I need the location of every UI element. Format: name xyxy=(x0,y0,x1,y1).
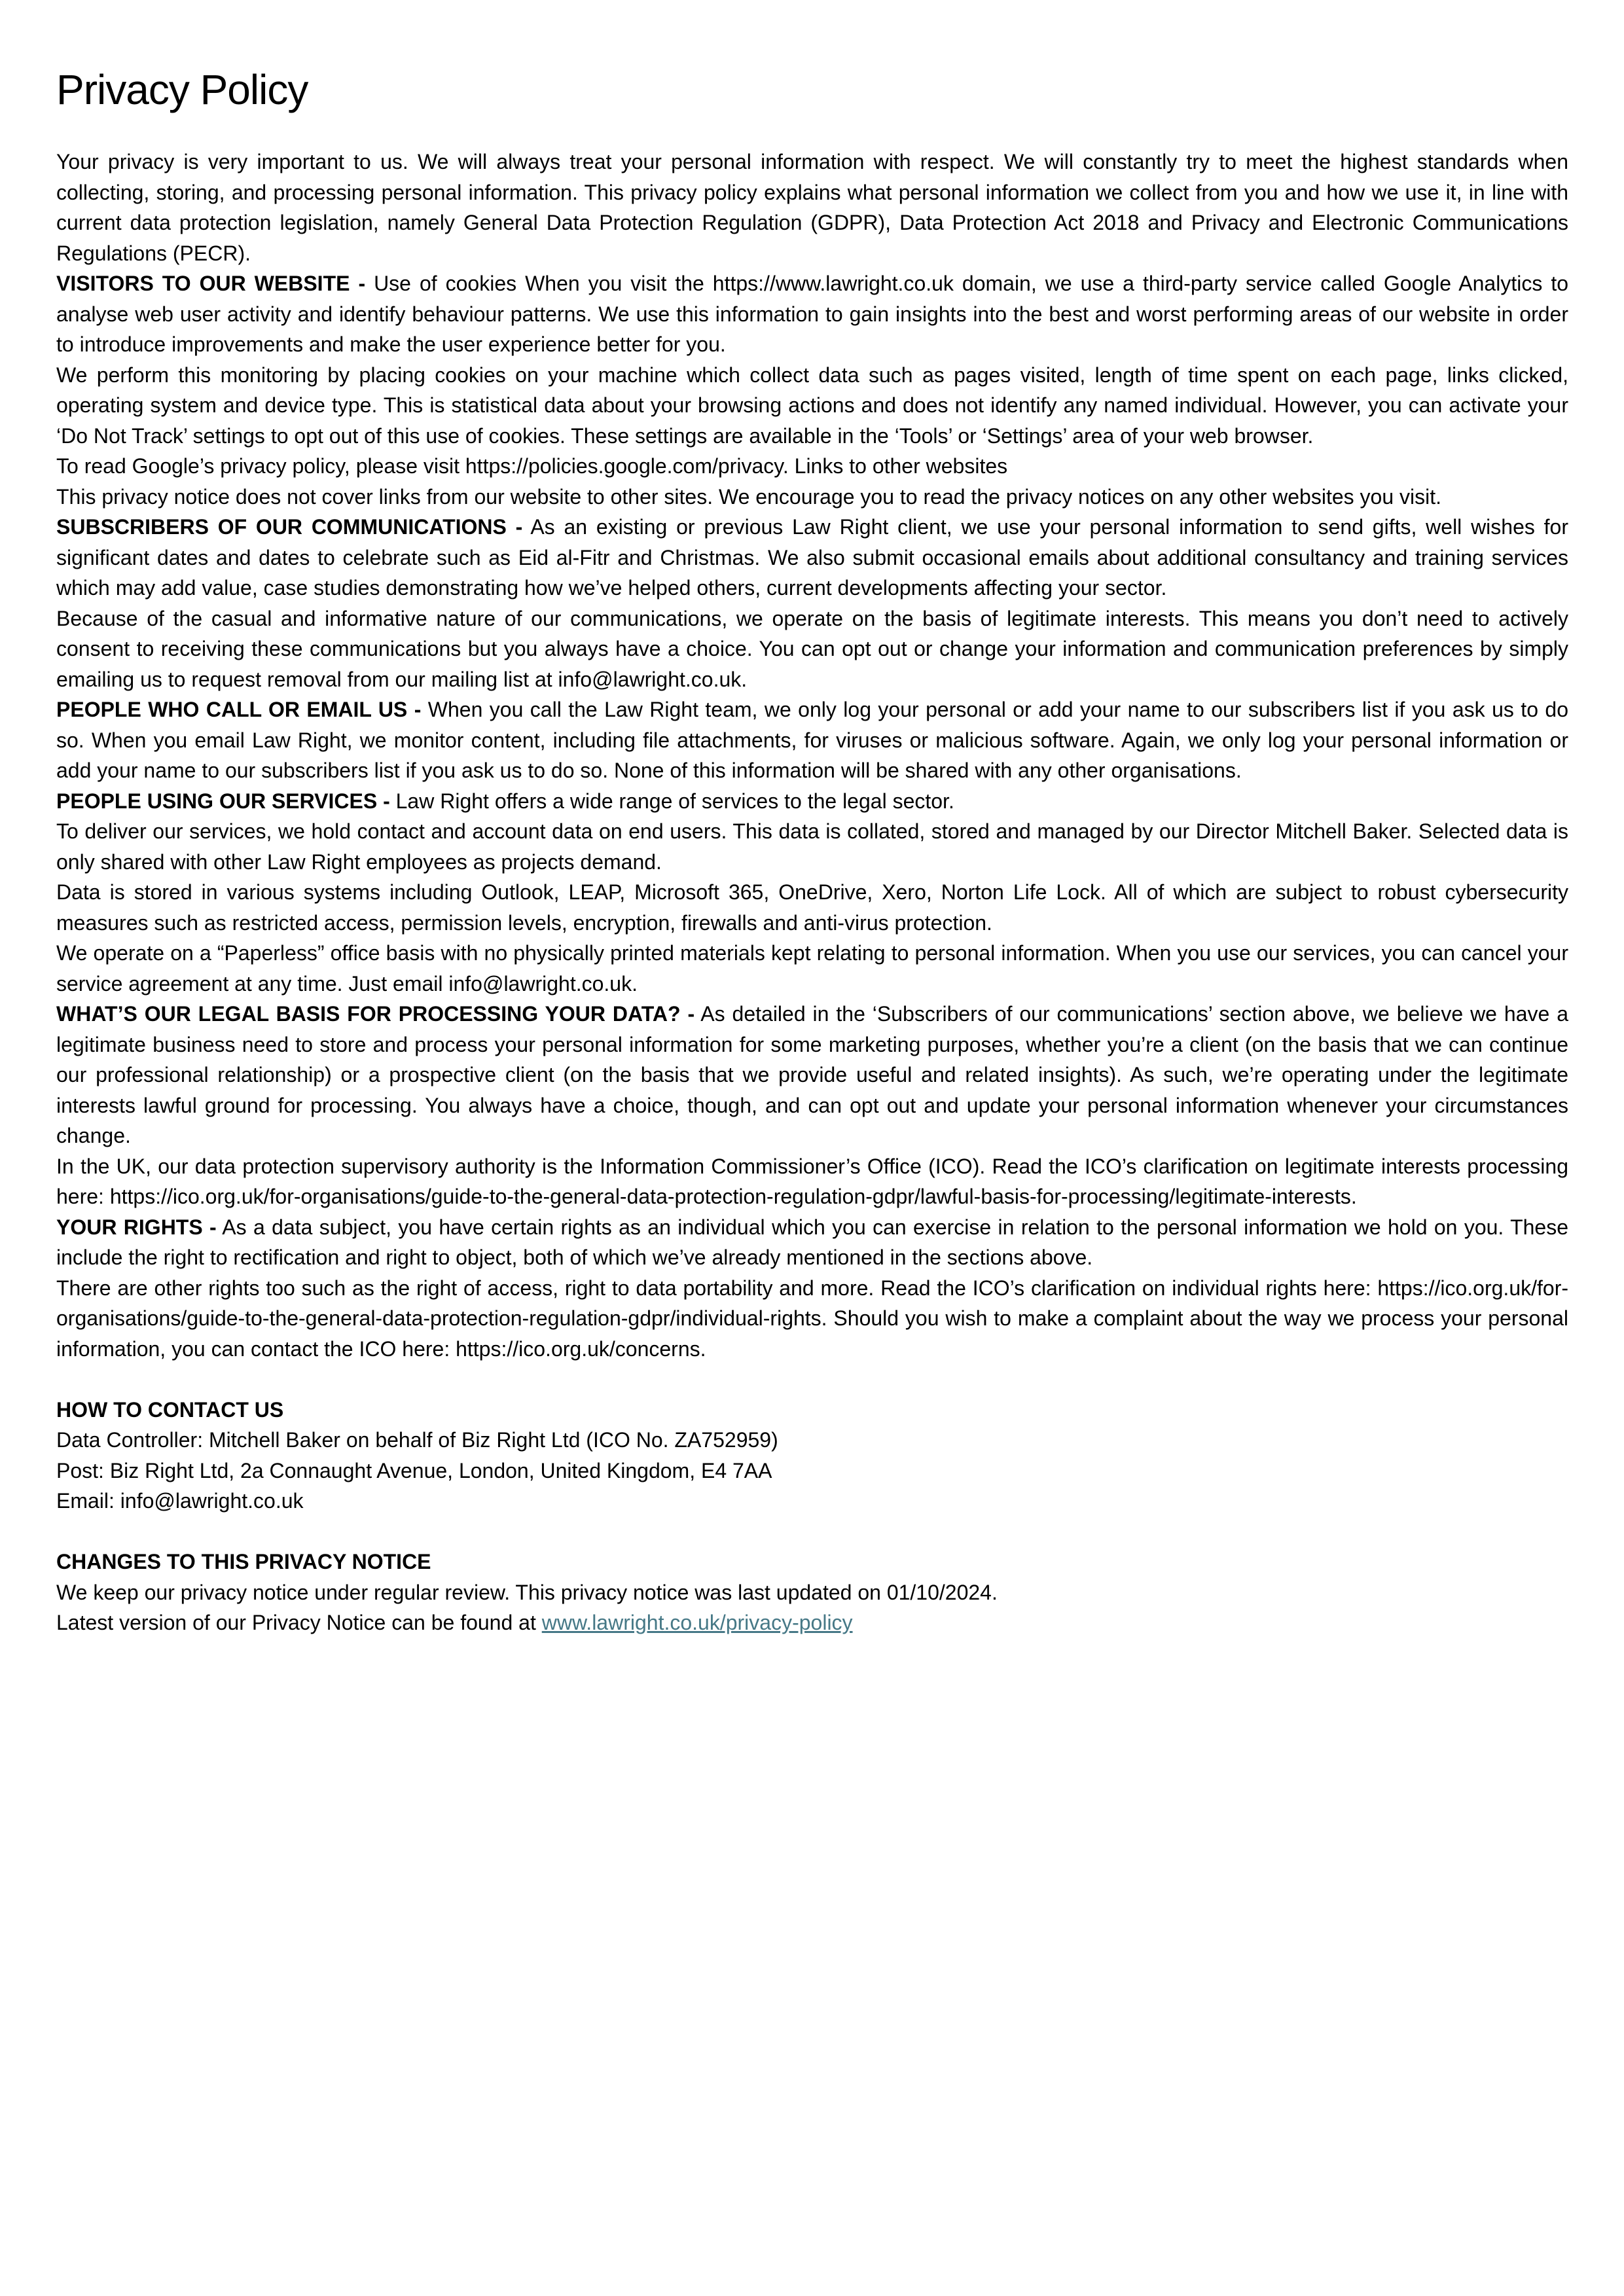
contact-line: Data Controller: Mitchell Baker on behalf of Biz Right Ltd (ICO No. ZA752959) xyxy=(56,1428,778,1452)
inline-section-heading: SUBSCRIBERS OF OUR COMMUNICATIONS - xyxy=(56,515,523,539)
contact-section xyxy=(56,1395,1568,1516)
inline-section-heading: PEOPLE USING OUR SERVICES - xyxy=(56,789,390,813)
document-content xyxy=(56,67,1568,1638)
changes-heading: CHANGES TO THIS PRIVACY NOTICE xyxy=(56,1550,431,1574)
privacy-policy-link[interactable]: www.lawright.co.uk/privacy-policy xyxy=(541,1611,853,1635)
policy-paragraph: YOUR RIGHTS - As a data subject, you have certain rights as an individual which you can exercise in relation to the personal information we hold on you. These include the right to rectification and right to object, both of which we’ve already mentioned in the sections above. xyxy=(56,1215,1569,1270)
inline-section-heading: YOUR RIGHTS - xyxy=(56,1215,217,1239)
policy-paragraphs xyxy=(56,147,1568,1364)
page-title: Privacy Policy xyxy=(56,66,308,113)
policy-paragraph: We operate on a “Paperless” office basis with no physically printed materials kept relating to personal information. When you use our services, you can cancel your service agreement at any time. Just email info@lawright.co.uk. xyxy=(56,941,1568,996)
contact-heading: HOW TO CONTACT US xyxy=(56,1397,284,1422)
policy-paragraph: Data is stored in various systems including Outlook, LEAP, Microsoft 365, OneDrive, Xero, Norton Life Lock. All of which are subject to robust cybersecurity measures such as restricted access, permission levels, encryption, firewalls and anti-virus protection. xyxy=(56,880,1568,935)
changes-section xyxy=(56,1547,1568,1638)
contact-lines xyxy=(56,1425,1568,1516)
policy-paragraph: VISITORS TO OUR WEBSITE - Use of cookies When you visit the https://www.lawright.co.uk domain, we use a third-party service called Google Analytics to analyse web user activity and identify behaviour patterns. We use this information to gain insights into the best and worst performing areas of our website in order to introduce improvements and make the user experience better for you. xyxy=(56,272,1568,357)
policy-paragraph: WHAT’S OUR LEGAL BASIS FOR PROCESSING YOUR DATA? - As detailed in the ‘Subscribers of our communications’ section above, we believe we have a legitimate business need to store and process your personal information for some marketing purposes, whether you’re a client (on the basis that we can continue our professional relationship) or a prospective client (on the basis that we provide useful and related insights). As such, we’re operating under the legitimate interests lawful ground for processing. You always have a choice, though, and can opt out and update your personal information whenever your circumstances change. xyxy=(56,1002,1569,1148)
policy-paragraph: To deliver our services, we hold contact and account data on end users. This data is collated, stored and managed by our Director Mitchell Baker. Selected data is only shared with other Law Right employees as projects demand. xyxy=(56,819,1568,874)
policy-paragraph: PEOPLE WHO CALL OR EMAIL US - When you call the Law Right team, we only log your personal or add your name to our subscribers list if you ask us to do so. When you email Law Right, we monitor content, including file attachments, for viruses or malicious software. Again, we only log your personal information or add your name to our subscribers list if you ask us to do so. None of this information will be shared with any other organisations. xyxy=(56,698,1569,783)
policy-paragraph: Because of the casual and informative nature of our communications, we operate on the basis of legitimate interests. This means you don’t need to actively consent to receiving these communications but you always have a choice. You can opt out or change your information and communication preferences by simply emailing us to request removal from our mailing list at info@lawright.co.uk. xyxy=(56,606,1568,691)
inline-section-heading: VISITORS TO OUR WEBSITE - xyxy=(56,272,366,296)
changes-latest-line xyxy=(56,1607,1568,1638)
inline-section-heading: WHAT’S OUR LEGAL BASIS FOR PROCESSING YOUR DATA? - xyxy=(56,1002,695,1026)
latest-version-text: Latest version of our Privacy Notice can be found at xyxy=(56,1611,542,1635)
contact-line: Post: Biz Right Ltd, 2a Connaught Avenue, London, United Kingdom, E4 7AA xyxy=(56,1458,772,1482)
policy-paragraph: This privacy notice does not cover links from our website to other sites. We encourage you to read the privacy notices on any other websites you visit. xyxy=(56,484,1441,509)
changes-review-line: We keep our privacy notice under regular review. This privacy notice was last updated on 01/10/2024. xyxy=(56,1580,998,1604)
policy-paragraph: SUBSCRIBERS OF OUR COMMUNICATIONS - As an existing or previous Law Right client, we use your personal information to send gifts, well wishes for significant dates and dates to celebrate such as Eid al-Fitr and Christmas. We also submit occasional emails about additional consultancy and training services which may add value, case studies demonstrating how we’ve helped others, current developments affecting your sector. xyxy=(56,515,1569,600)
policy-paragraph: To read Google’s privacy policy, please visit https://policies.google.com/privacy. Links to other websites xyxy=(56,454,1008,478)
policy-paragraph: We perform this monitoring by placing cookies on your machine which collect data such as pages visited, length of time spent on each page, links clicked, operating system and device type. This is statistical data about your browsing actions and does not identify any named individual. However, you can activate your ‘Do Not Track’ settings to opt out of this use of cookies. These settings are available in the ‘Tools’ or ‘Settings’ area of your web browser. xyxy=(56,363,1568,448)
contact-line: Email: info@lawright.co.uk xyxy=(56,1489,304,1513)
policy-paragraph: PEOPLE USING OUR SERVICES - Law Right offers a wide range of services to the legal sector. xyxy=(56,789,954,813)
policy-paragraph: There are other rights too such as the right of access, right to data portability and more. Read the ICO’s clarification on individual rights here: https://ico.org.uk/for-organisations/guide-to-the-general-data-protection-regulation-gdpr/individual-rights. Should you wish to make a complaint about the way we process your personal information, you can contact the ICO here: https://ico.org.uk/concerns. xyxy=(56,1276,1568,1361)
inline-section-heading: PEOPLE WHO CALL OR EMAIL US - xyxy=(56,698,422,722)
policy-paragraph: Your privacy is very important to us. We will always treat your personal information with respect. We will constantly try to meet the highest standards when collecting, storing, and processing personal information. This privacy policy explains what personal information we collect from you and how we use it, in line with current data protection legislation, namely General Data Protection Regulation (GDPR), Data Protection Act 2018 and Privacy and Electronic Communications Regulations (PECR). xyxy=(56,150,1568,265)
policy-paragraph: In the UK, our data protection supervisory authority is the Information Commissioner’s Office (ICO). Read the ICO’s clarification on legitimate interests processing here: https://ico.org.uk/for-organisations/guide-to-the-general-data-protection-regulation-gdpr/lawful-basis-for-processing/legitimate-interests. xyxy=(56,1154,1568,1209)
